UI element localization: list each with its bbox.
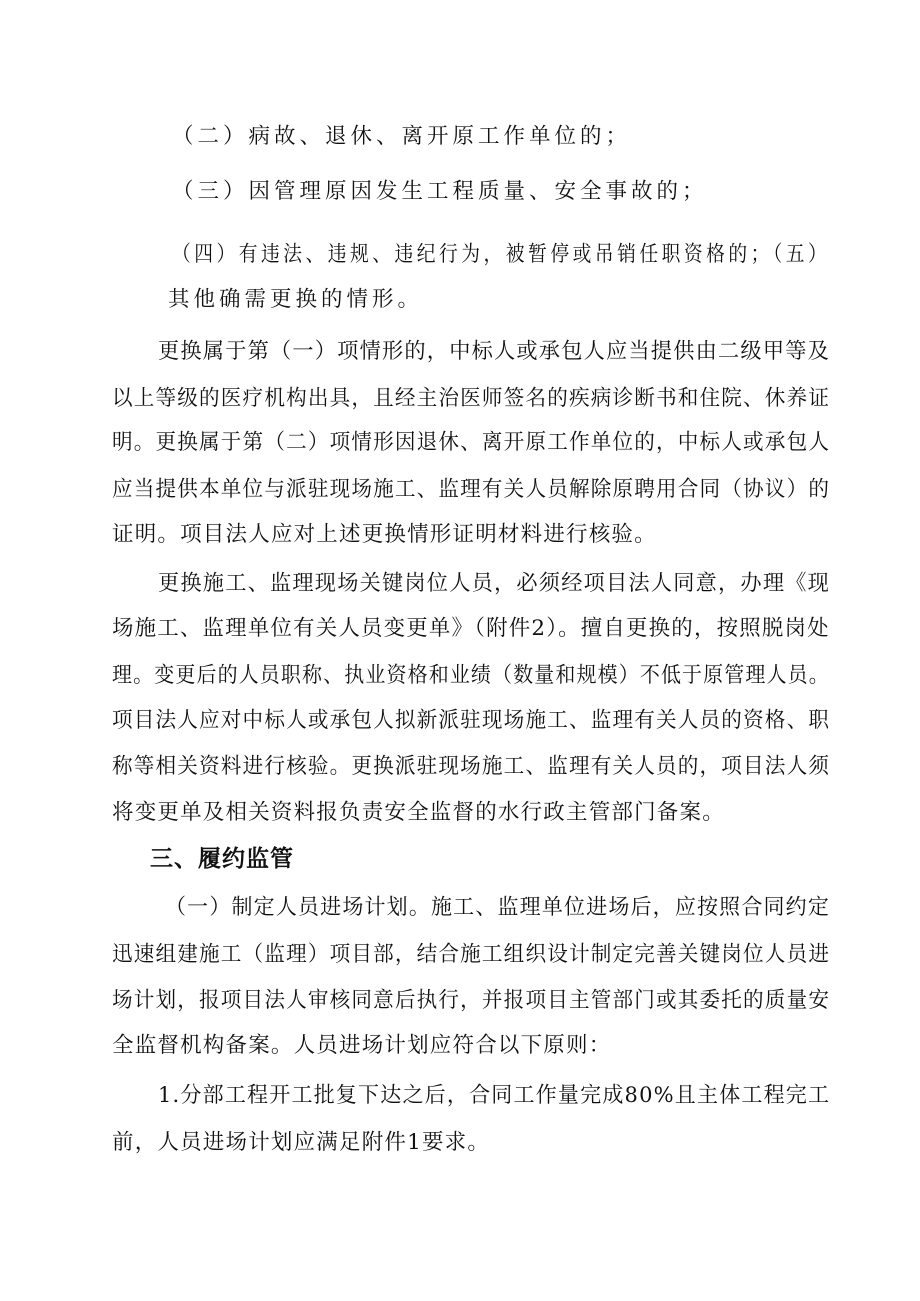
paragraph-line: 证明。项目法人应对上述更换情形证明材料进行核验。	[112, 522, 657, 547]
paragraph-line: 以上等级的医疗机构出具，且经主治医师签名的疾病诊断书和住院、休养证	[112, 386, 831, 411]
paragraph-line: 理。变更后的人员职称、执业资格和业绩（数量和规模）不低于原管理人员。	[112, 663, 830, 688]
paragraph-line: 明。更换属于第（二）项情形因退休、离开原工作单位的，中标人或承包人	[112, 430, 831, 455]
paragraph-line: 应当提供本单位与派驻现场施工、监理有关人员解除原聘用合同（协议）的	[112, 477, 831, 502]
list-item: （三）因管理原因发生工程质量、安全事故的；	[172, 179, 708, 204]
list-item: （四）有违法、违规、违纪行为，被暂停或吊销任职资格的；（五）	[172, 242, 831, 267]
list-item: （二）病故、退休、离开原工作单位的；	[172, 124, 632, 149]
paragraph-line: 项目法人应对中标人或承包人拟新派驻现场施工、监理有关人员的资格、职	[112, 708, 831, 733]
paragraph-line: （一）制定人员进场计划。施工、监理单位进场后，应按照合同约定	[165, 895, 831, 920]
paragraph-line: 全监督机构备案。人员进场计划应符合以下原则：	[112, 1033, 612, 1058]
paragraph-line: 将变更单及相关资料报负责安全监督的水行政主管部门备案。	[112, 800, 725, 825]
paragraph-line: 场计划，报项目法人审核同意后执行，并报项目主管部门或其委托的质量安	[112, 988, 831, 1013]
paragraph-line: 场施工、监理单位有关人员变更单》（附件2）。擅自更换的，按照脱岗处	[112, 616, 830, 641]
list-item: 其他确需更换的情形。	[168, 287, 424, 312]
section-heading: 三、履约监管	[150, 846, 294, 872]
paragraph-line: 更换属于第（一）项情形的，中标人或承包人应当提供由二级甲等及	[158, 339, 831, 364]
paragraph-line: 前，人员进场计划应满足附件1要求。	[112, 1130, 491, 1155]
paragraph-line: 更换施工、监理现场关键岗位人员，必须经项目法人同意，办理《现	[158, 571, 831, 596]
paragraph-line: 称等相关资料进行核验。更换派驻现场施工、监理有关人员的，项目法人须	[112, 754, 831, 779]
paragraph-line: 迅速组建施工（监理）项目部，结合施工组织设计制定完善关键岗位人员进	[112, 942, 831, 967]
paragraph-line: 1.分部工程开工批复下达之后，合同工作量完成80%且主体工程完工	[158, 1083, 831, 1108]
